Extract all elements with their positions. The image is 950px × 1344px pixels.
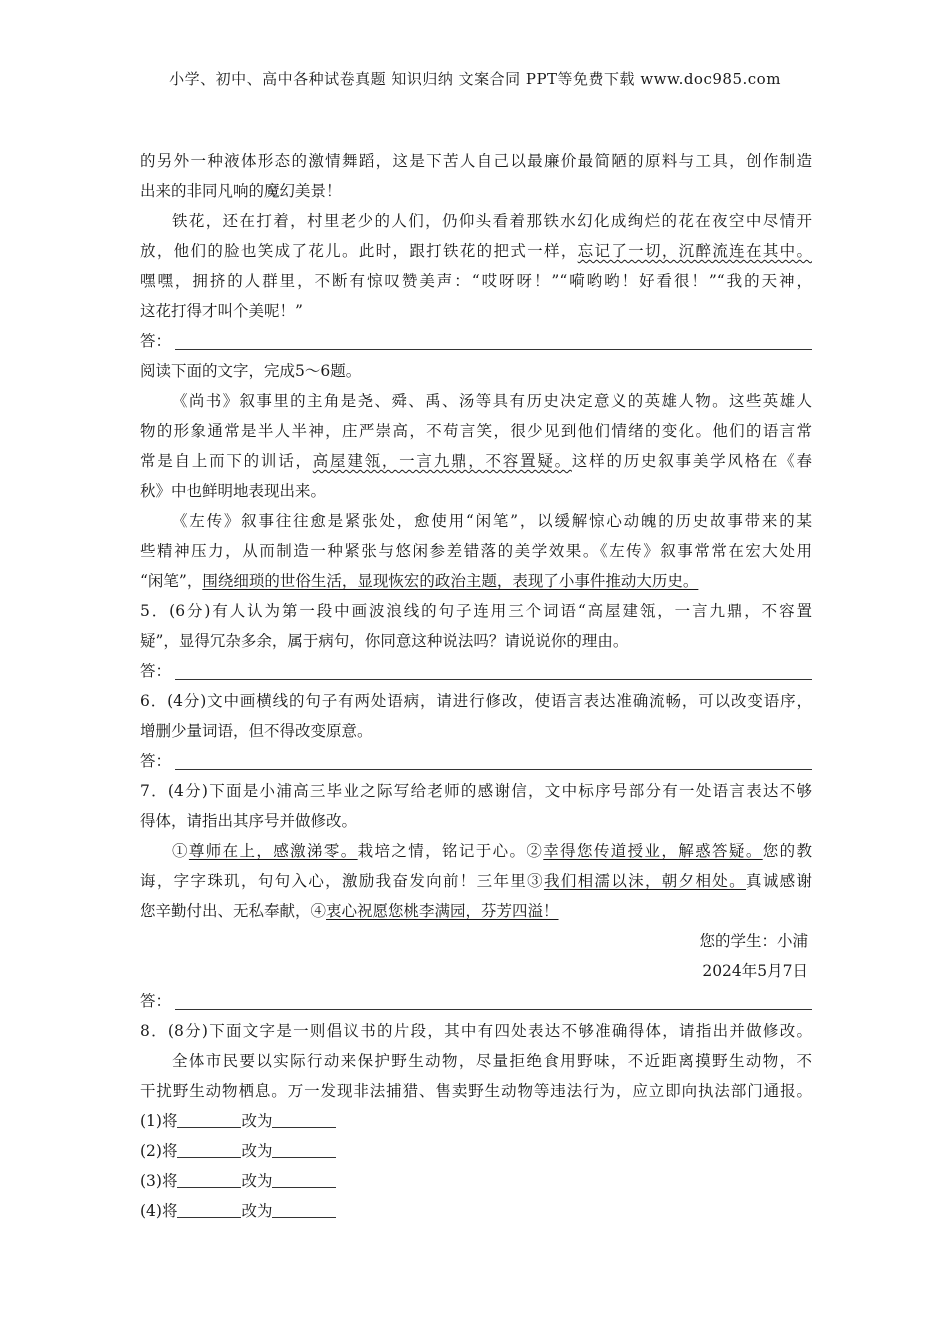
text-span: ① [172, 842, 189, 860]
answer-label: 答： [140, 332, 172, 350]
letter-line [140, 866, 812, 896]
answer-rule[interactable] [175, 752, 812, 770]
fill-item-4 [140, 1196, 812, 1226]
answer-line[interactable] [140, 656, 812, 686]
text-line: 《尚书》叙事里的主角是尧、舜、禹、汤等具有历史决定意义的英雄人物。这些英雄人 [172, 392, 812, 410]
text-line: 秋》中也鲜明地表现出来。 [140, 482, 327, 500]
underlined-text: 衷心祝愿您桃李满园，芬芳四溢！ [326, 902, 559, 920]
question-7: 7．(4分)下面是小浦高三毕业之际写给老师的感谢信，文中标序号部分有一处语言表达不够 [140, 782, 812, 800]
letter-signature: 您的学生：小浦 [699, 932, 808, 950]
document-body [140, 146, 812, 1226]
fill-blank[interactable] [177, 1171, 241, 1188]
fill-item-mid: 改为 [241, 1202, 273, 1220]
underlined-text: 我们相濡以沫，朝夕相处。 [543, 872, 746, 890]
text-span: 您辛勤付出、无私奉献，④ [140, 902, 327, 920]
page-header: 小学、初中、高中各种试卷真题 知识归纳 文案合同 PPT等免费下载 www.doc985.com [169, 70, 781, 88]
text-line [140, 236, 812, 266]
question-6: 6．(4分)文中画横线的句子有两处语病，请进行修改，使语言表达准确流畅，可以改变语序， [140, 692, 812, 710]
text-line: 物的形象通常是半人半神，庄严崇高，不苟言笑，很少见到他们情绪的变化。他们的语言常 [140, 422, 812, 440]
fill-item-label: (4)将 [140, 1202, 178, 1220]
fill-blank[interactable] [177, 1111, 241, 1128]
fill-item-mid: 改为 [241, 1142, 273, 1160]
answer-line[interactable] [140, 326, 812, 356]
text-span: “闲笔”， [140, 572, 203, 590]
text-span: 放，他们的脸也笑成了花儿。此时，跟打铁花的把式一样， [140, 242, 578, 260]
answer-label: 答： [140, 752, 172, 770]
letter-line [140, 896, 812, 926]
text-line: 的另外一种液体形态的激情舞蹈，这是下苦人自己以最廉价最简陋的原料与工具，创作制造 [140, 152, 812, 170]
question-8: 8．(8分)下面文字是一则倡议书的片段，其中有四处表达不够准确得体，请指出并做修改。 [140, 1022, 812, 1040]
answer-label: 答： [140, 662, 172, 680]
underlined-text: 围绕细琐的世俗生活，显现恢宏的政治主题，表现了小事件推动大历史。 [202, 572, 699, 590]
text-span: 您的教 [762, 842, 812, 860]
text-span: 常是自上而下的训话， [140, 452, 313, 470]
underlined-text: 幸得您传道授业，解惑答疑。 [543, 842, 763, 860]
text-line: 全体市民要以实际行动来保护野生动物，尽量拒绝食用野味，不近距离摸野生动物，不 [172, 1052, 812, 1070]
fill-item-label: (3)将 [140, 1172, 178, 1190]
text-span: 真诚感谢 [745, 872, 812, 890]
fill-blank[interactable] [272, 1201, 336, 1218]
text-line: 出来的非同凡响的魔幻美景！ [140, 182, 342, 200]
text-span: 这样的历史叙事美学风格在《春 [571, 452, 812, 470]
answer-label: 答： [140, 992, 172, 1010]
text-line: 这花打得才叫个美呢！” [140, 302, 303, 320]
answer-rule[interactable] [175, 662, 812, 680]
fill-blank[interactable] [177, 1201, 241, 1218]
text-line: 干扰野生动物栖息。万一发现非法捕猎、售卖野生动物等违法行为，应立即向执法部门通报。 [140, 1082, 812, 1100]
fill-item-1 [140, 1106, 812, 1136]
letter-date: 2024年5月7日 [702, 962, 808, 980]
fill-blank[interactable] [272, 1141, 336, 1158]
fill-item-label: (1)将 [140, 1112, 178, 1130]
fill-blank[interactable] [177, 1141, 241, 1158]
underlined-text: 尊师在上，感激涕零。 [188, 842, 358, 860]
question-6-cont: 增删少量词语，但不得改变原意。 [140, 722, 373, 740]
fill-blank[interactable] [272, 1171, 336, 1188]
letter-line [140, 836, 812, 866]
question-7-cont: 得体，请指出其序号并做修改。 [140, 812, 358, 830]
question-5-cont: 疑”，显得冗杂多余，属于病句，你同意这种说法吗？请说说你的理由。 [140, 632, 629, 650]
fill-item-mid: 改为 [241, 1172, 273, 1190]
answer-line[interactable] [140, 746, 812, 776]
fill-blank[interactable] [272, 1111, 336, 1128]
answer-rule[interactable] [175, 332, 812, 350]
fill-item-2 [140, 1136, 812, 1166]
section-heading: 阅读下面的文字，完成5～6题。 [140, 362, 362, 380]
text-line: 铁花，还在打着，村里老少的人们，仍仰头看着那铁水幻化成绚烂的花在夜空中尽情开 [172, 212, 812, 230]
text-span: 诲，字字珠玑，句句入心，激励我奋发向前！三年里③ [140, 872, 544, 890]
text-line [140, 446, 812, 476]
text-line: 嘿嘿，拥挤的人群里，不断有惊叹赞美声：“哎呀呀！”“嗬哟哟！好看很！”“我的天神， [140, 272, 812, 290]
wavy-underlined-text: 忘记了一切，沉醉流连在其中。 [577, 242, 812, 260]
wavy-underlined-text: 高屋建瓴，一言九鼎，不容置疑。 [312, 452, 572, 470]
answer-rule[interactable] [175, 992, 812, 1010]
answer-line[interactable] [140, 986, 812, 1016]
text-line [140, 566, 812, 596]
text-span: 栽培之情，铭记于心。② [357, 842, 544, 860]
fill-item-3 [140, 1166, 812, 1196]
question-5: 5．(6分)有人认为第一段中画波浪线的句子连用三个词语“高屋建瓴，一言九鼎，不容置 [140, 602, 812, 620]
text-line: 些精神压力，从而制造一种紧张与悠闲参差错落的美学效果。《左传》叙事常常在宏大处用 [140, 542, 812, 560]
fill-item-label: (2)将 [140, 1142, 178, 1160]
fill-item-mid: 改为 [241, 1112, 273, 1130]
text-line: 《左传》叙事往往愈是紧张处，愈使用“闲笔”，以缓解惊心动魄的历史故事带来的某 [172, 512, 812, 530]
